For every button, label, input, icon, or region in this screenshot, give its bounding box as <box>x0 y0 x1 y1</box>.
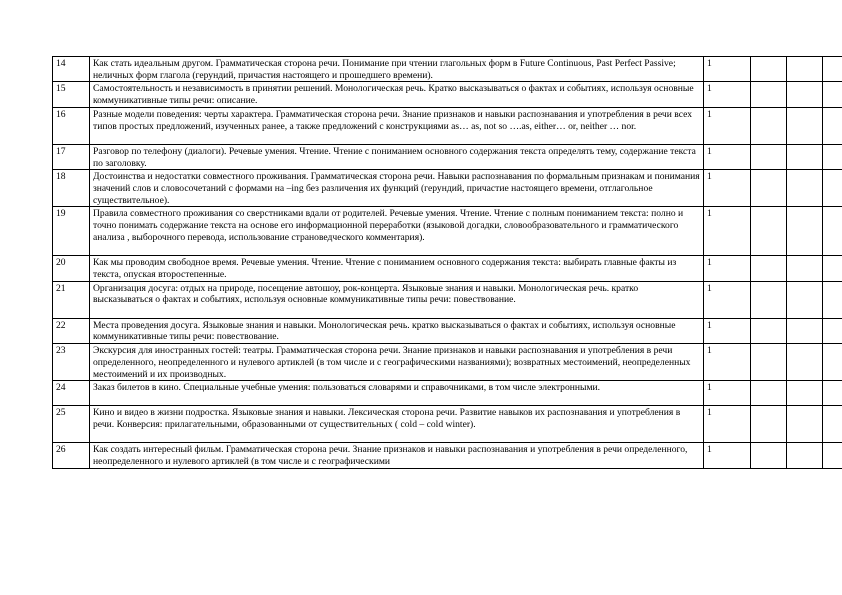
empty-cell <box>787 443 823 468</box>
lesson-number: 20 <box>53 256 90 281</box>
lesson-topic: Заказ билетов в кино. Специальные учебные умения: пользоваться словарями и справочниками, в том числе электронными. <box>90 381 704 406</box>
table-row <box>53 281 842 318</box>
empty-cell <box>787 381 823 406</box>
empty-cell <box>751 57 787 82</box>
lesson-hours: 1 <box>704 344 751 381</box>
lesson-number: 16 <box>53 107 90 144</box>
empty-cell <box>751 170 787 207</box>
table-row <box>53 207 842 256</box>
empty-cell <box>751 318 787 343</box>
empty-cell <box>823 82 842 107</box>
lesson-number: 24 <box>53 381 90 406</box>
lesson-number: 15 <box>53 82 90 107</box>
lesson-topic: Места проведения досуга. Языковые знания и навыки. Монологическая речь. кратко высказываться о фактах и событиях, используя основные коммуникативные типы речи: повествование. <box>90 318 704 343</box>
table-row <box>53 406 842 443</box>
lesson-number: 14 <box>53 57 90 82</box>
table-row <box>53 256 842 281</box>
lesson-number: 23 <box>53 344 90 381</box>
table-row <box>53 443 842 468</box>
empty-cell <box>787 207 823 256</box>
empty-cell <box>787 82 823 107</box>
lesson-number: 22 <box>53 318 90 343</box>
table-row <box>53 381 842 406</box>
empty-cell <box>751 344 787 381</box>
lesson-topic: Разные модели поведения: черты характера. Грамматическая сторона речи. Знание признаков и навыки распознавания и употребления в речи всех типов простых предложений, изученных ранее, а также предложений с конструкциями as… as, not so ….as, either… or, neither … nor. <box>90 107 704 144</box>
empty-cell <box>787 144 823 169</box>
lesson-number: 18 <box>53 170 90 207</box>
empty-cell <box>823 57 842 82</box>
table-row <box>53 57 842 82</box>
empty-cell <box>751 406 787 443</box>
empty-cell <box>787 318 823 343</box>
lesson-topic: Как создать интересный фильм. Грамматическая сторона речи. Знание признаков и навыки распознавания и употребления в речи определенного, неопределенного и нулевого артиклей (в том числе и с географическими <box>90 443 704 468</box>
lesson-hours: 1 <box>704 443 751 468</box>
empty-cell <box>823 344 842 381</box>
lesson-hours: 1 <box>704 207 751 256</box>
table-row <box>53 344 842 381</box>
lesson-hours: 1 <box>704 170 751 207</box>
lesson-hours: 1 <box>704 381 751 406</box>
empty-cell <box>823 381 842 406</box>
lesson-topic: Разговор по телефону (диалоги). Речевые умения. Чтение. Чтение с пониманием основного содержания текста определять тему, содержание текста по заголовку. <box>90 144 704 169</box>
empty-cell <box>787 170 823 207</box>
lesson-hours: 1 <box>704 281 751 318</box>
lesson-topic: Кино и видео в жизни подростка. Языковые знания и навыки. Лексическая сторона речи. Развитие навыков их распознавания и употребления в речи. Конверсия: прилагательными, образованными от существительных ( cold – cold winter). <box>90 406 704 443</box>
lesson-hours: 1 <box>704 107 751 144</box>
empty-cell <box>751 443 787 468</box>
empty-cell <box>823 144 842 169</box>
lesson-hours: 1 <box>704 318 751 343</box>
empty-cell <box>751 256 787 281</box>
empty-cell <box>787 281 823 318</box>
lesson-topic: Самостоятельность и независимость в принятии решений. Монологическая речь. Кратко высказываться о фактах и событиях, используя основные коммуникативные типы речи: описание. <box>90 82 704 107</box>
lesson-number: 17 <box>53 144 90 169</box>
empty-cell <box>823 281 842 318</box>
empty-cell <box>823 318 842 343</box>
lesson-number: 25 <box>53 406 90 443</box>
lesson-hours: 1 <box>704 82 751 107</box>
lesson-topic: Как стать идеальным другом. Грамматическая сторона речи. Понимание при чтении глагольных форм в Future Continuous, Past Perfect Passive; неличных форм глагола (герундий, причастия настоящего и прошедшего времени). <box>90 57 704 82</box>
lesson-topic: Достоинства и недостатки совместного проживания. Грамматическая сторона речи. Навыки распознавания по формальным признакам и понимания значений слов и словосочетаний с формами на –ing без различения их функций (герундий, причастие настоящего времени, отглагольное существительное). <box>90 170 704 207</box>
empty-cell <box>823 107 842 144</box>
table-row <box>53 318 842 343</box>
empty-cell <box>823 406 842 443</box>
lesson-plan-table <box>52 56 842 469</box>
lesson-hours: 1 <box>704 256 751 281</box>
lesson-number: 19 <box>53 207 90 256</box>
empty-cell <box>787 344 823 381</box>
lesson-hours: 1 <box>704 406 751 443</box>
empty-cell <box>787 256 823 281</box>
empty-cell <box>787 57 823 82</box>
table-row <box>53 82 842 107</box>
empty-cell <box>751 144 787 169</box>
empty-cell <box>751 82 787 107</box>
lesson-number: 21 <box>53 281 90 318</box>
table-row <box>53 107 842 144</box>
lesson-topic: Организация досуга: отдых на природе, посещение автошоу, рок-концерта. Языковые знания и навыки. Монологическая речь. кратко высказываться о фактах и событиях, используя основные коммуникативные типы речи: повествование. <box>90 281 704 318</box>
empty-cell <box>823 207 842 256</box>
table-row <box>53 170 842 207</box>
lesson-topic: Экскурсия для иностранных гостей: театры. Грамматическая сторона речи. Знание признаков и навыки распознавания и употребления в речи определенного, неопределенного и нулевого артиклей (в том числе и с географическими названиями); возвратных местоимений, неопределенных местоимений и их производных. <box>90 344 704 381</box>
empty-cell <box>751 107 787 144</box>
lesson-hours: 1 <box>704 144 751 169</box>
lesson-hours: 1 <box>704 57 751 82</box>
empty-cell <box>823 170 842 207</box>
lesson-topic: Правила совместного проживания со сверстниками вдали от родителей. Речевые умения. Чтение. Чтение с полным пониманием текста: полно и точно понимать содержание текста на основе его информационной переработки (языковой догадки, словообразовательного и грамматического анализа , выборочного перевода, использование страноведческого комментария). <box>90 207 704 256</box>
empty-cell <box>751 281 787 318</box>
empty-cell <box>751 207 787 256</box>
empty-cell <box>787 406 823 443</box>
table-row <box>53 144 842 169</box>
lesson-topic: Как мы проводим свободное время. Речевые умения. Чтение. Чтение с пониманием основного содержания текста: выбирать главные факты из текста, опуская второстепенные. <box>90 256 704 281</box>
lesson-number: 26 <box>53 443 90 468</box>
empty-cell <box>823 256 842 281</box>
empty-cell <box>751 381 787 406</box>
empty-cell <box>823 443 842 468</box>
empty-cell <box>787 107 823 144</box>
